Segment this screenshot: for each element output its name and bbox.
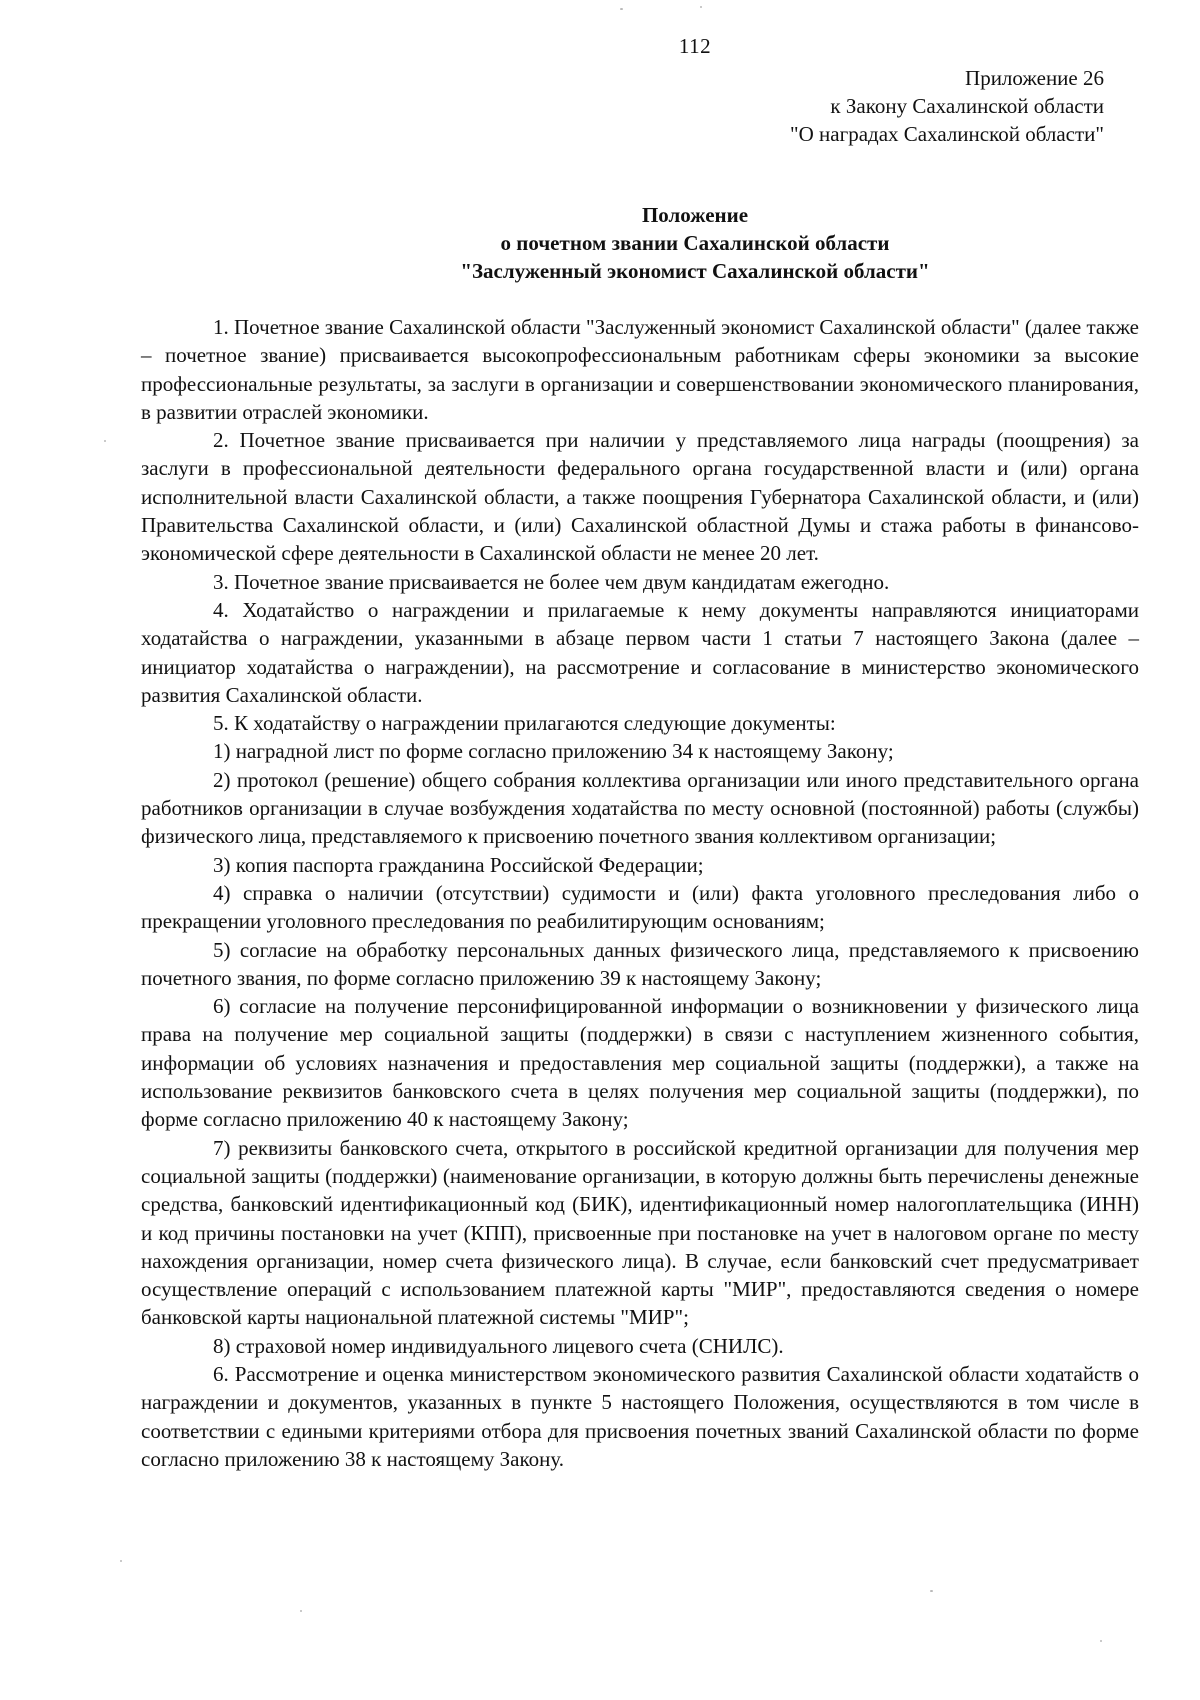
paragraph-5: 5. К ходатайству о награждении прилагаются следующие документы: — [213, 711, 836, 736]
paragraph-3: 3. Почетное звание присваивается не более чем двум кандидатам ежегодно. — [213, 569, 890, 594]
page-number: 112 — [678, 34, 712, 58]
appendix-line-1: Приложение 26 — [965, 66, 1104, 90]
scan-speck — [930, 1590, 933, 1592]
scan-speck — [700, 6, 702, 8]
document-title — [0, 201, 1200, 285]
scan-speck — [104, 440, 106, 442]
list-item-1: 1) наградной лист по форме согласно приложению 34 к настоящему Закону; — [213, 739, 894, 764]
title-line-1: Положение — [641, 203, 749, 227]
paragraph-1: 1. Почетное звание Сахалинской области "Заслуженный экономист Сахалинской области" (далее также – почетное звание) присваивается высокопрофессиональным работникам сферы экономики за высокие профессиональные результаты, за заслуги в организации и совершенствовании экономического планирования, в развитии отраслей экономики. — [141, 315, 1139, 424]
scan-speck — [1100, 1640, 1102, 1642]
scan-speck — [620, 8, 623, 10]
list-item-3: 3) копия паспорта гражданина Российской Федерации; — [213, 852, 704, 877]
paragraph-4: 4. Ходатайство о награждении и прилагаемые к нему документы направляются инициаторами ходатайства о награждении, указанными в абзаце первом части 1 статьи 7 настоящего Закона (далее – инициатор ходатайства о награждении), на рассмотрение и согласование в министерство экономического развития Сахалинской области. — [141, 597, 1139, 707]
list-item-6: 6) согласие на получение персонифицированной информации о возникновении у физического лица права на получение мер социальной защиты (поддержки) в связи с наступлением жизненного события, информации об условиях назначения и предоставления мер социальной защиты (поддержки), а также на использование реквизитов банковского счета в целях получения мер социальной защиты (поддержки), по форме согласно приложению 40 к настоящему Закону; — [141, 994, 1139, 1132]
list-item-2: 2) протокол (решение) общего собрания коллектива организации или иного представительного органа работников организации в случае возбуждения ходатайства по месту основной (постоянной) работы (службы) физического лица, представляемого к присвоению почетного звания коллективом организации; — [141, 767, 1139, 849]
scan-speck — [120, 1560, 122, 1562]
list-item-8: 8) страховой номер индивидуального лицевого счета (СНИЛС). — [213, 1333, 784, 1358]
list-item-5: 5) согласие на обработку персональных данных физического лица, представляемого к присвоению почетного звания, по форме согласно приложению 39 к настоящему Закону; — [141, 937, 1139, 990]
document-body — [141, 313, 1139, 1473]
appendix-line-3: "О наградах Сахалинской области" — [790, 122, 1104, 146]
scan-speck — [300, 1610, 302, 1612]
title-line-3: "Заслуженный экономист Сахалинской области" — [460, 259, 930, 283]
list-item-4: 4) справка о наличии (отсутствии) судимости и (или) факта уголовного преследования либо о прекращении уголовного преследования по реабилитирующим основаниям; — [141, 880, 1139, 934]
list-item-7: 7) реквизиты банковского счета, открытого в российской кредитной организации для получения мер социальной защиты (поддержки) (наименование организации, в которую должны быть перечислены денежные средства, банковский идентификационный код (БИК), идентификационный номер налогоплательщика (ИНН) и код причины постановки на учет (КПП), присвоенные при постановке на учет в налоговом органе по месту нахождения организации, номер счета физического лица). В случае, если банковский счет предусматривает осуществление операций с использованием платежной карты "МИР", предоставляются сведения о номере банковской карты национальной платежной системы "МИР"; — [141, 1135, 1139, 1330]
appendix-line-2: к Закону Сахалинской области — [830, 94, 1104, 118]
paragraph-6: 6. Рассмотрение и оценка министерством экономического развития Сахалинской области ходатайств о награждении и документов, указанных в пункте 5 настоящего Положения, осуществляются в том числе в соответствии с едиными критериями отбора для присвоения почетных званий Сахалинской области по форме согласно приложению 38 к настоящему Закону. — [141, 1361, 1139, 1471]
paragraph-2: 2. Почетное звание присваивается при наличии у представляемого лица награды (поощрения) за заслуги в профессиональной деятельности федерального органа государственной власти и (или) органа исполнительной власти Сахалинской области, а также поощрения Губернатора Сахалинской области, и (или) Правительства Сахалинской области, и (или) Сахалинской областной Думы и стажа работы в финансово-экономической сфере деятельности в Сахалинской области не менее 20 лет. — [141, 428, 1139, 566]
appendix-header — [790, 64, 1104, 148]
title-line-2: о почетном звании Сахалинской области — [500, 231, 890, 255]
